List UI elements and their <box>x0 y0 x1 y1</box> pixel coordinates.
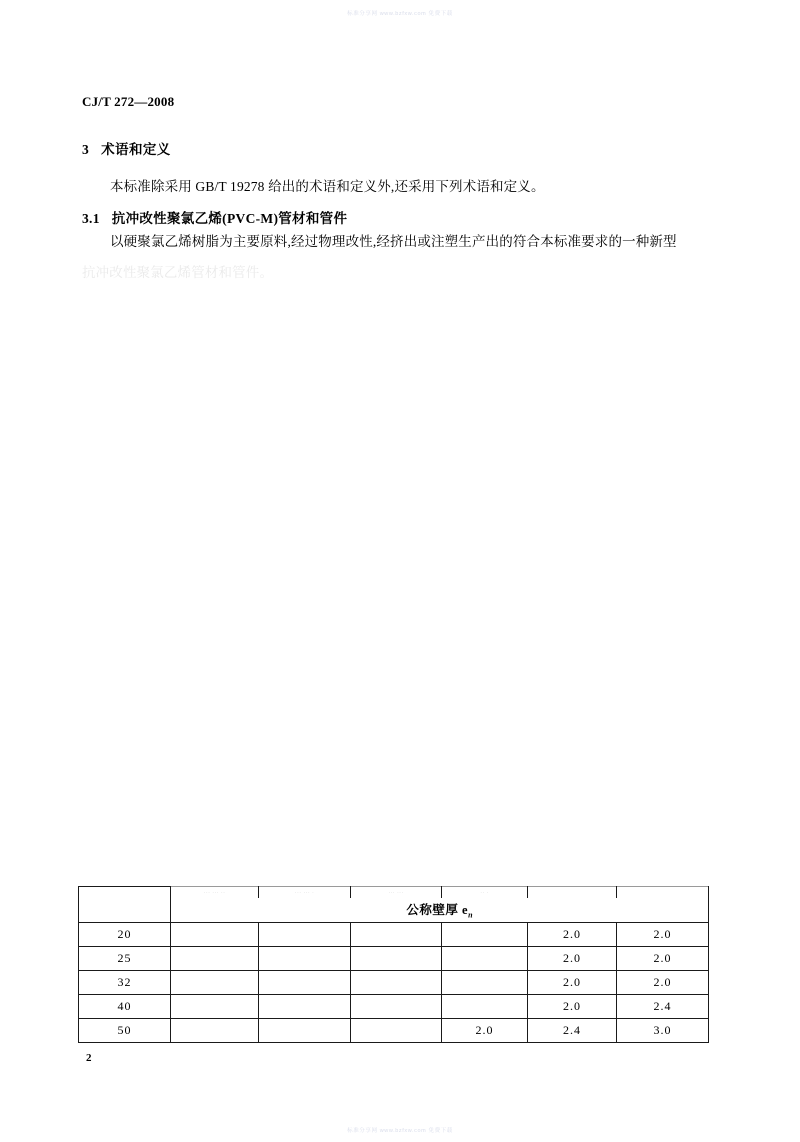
section-number-3: 3 <box>82 142 90 157</box>
table-row <box>79 971 709 995</box>
table-cell-value: 2.0 <box>617 947 709 971</box>
table-cell-value <box>442 971 528 995</box>
table-faded-header-row <box>79 887 709 899</box>
table-faded-header-cell: ··· ··· · <box>259 887 351 899</box>
table-row <box>79 1019 709 1043</box>
table-faded-header-cell <box>528 887 617 899</box>
table-cell-value <box>171 971 259 995</box>
table-cell-value <box>351 995 442 1019</box>
span-header-label: 公称壁厚 e <box>406 903 469 918</box>
table-cell-value <box>351 1019 442 1043</box>
table-cell-value: 2.0 <box>528 947 617 971</box>
table-cell-dn: 32 <box>79 971 171 995</box>
table-cell-value <box>171 947 259 971</box>
section-heading-3 <box>82 138 718 158</box>
table-cell-value <box>259 947 351 971</box>
section-3-1-paragraph: 以硬聚氯乙烯树脂为主要原料,经过物理改性,经挤出或注塑生产出的符合本标准要求的一种新型 <box>110 233 677 249</box>
table-cell-value <box>442 923 528 947</box>
section-3-1-paragraph-faded: 抗冲改性聚氯乙烯管材和管件。 <box>82 264 274 280</box>
table-faded-header-cell <box>617 887 709 899</box>
table-cell-value <box>442 947 528 971</box>
table-cell-value: 2.0 <box>617 971 709 995</box>
table-cell-value: 3.0 <box>617 1019 709 1043</box>
table-cell-value: 2.4 <box>528 1019 617 1043</box>
table-cell-value <box>351 947 442 971</box>
table-header-corner-cell <box>79 887 171 899</box>
table-cell-value <box>259 1019 351 1043</box>
section-3-paragraph: 本标准除采用 GB/T 19278 给出的术语和定义外,还采用下列术语和定义。 <box>110 179 545 194</box>
table-cell-value: 2.0 <box>528 971 617 995</box>
table-cell-value <box>442 995 528 1019</box>
table-cell-value <box>171 923 259 947</box>
table-cell-value: 2.4 <box>617 995 709 1019</box>
table-cell-value <box>351 971 442 995</box>
standard-code-header: CJ/T 272—2008 <box>82 94 175 109</box>
table-cell-value <box>259 923 351 947</box>
table-span-header-row <box>79 898 709 923</box>
watermark-bottom: 标准分享网 www.bzfxw.com 免费下载 <box>347 1128 453 1134</box>
table-cell-value <box>171 995 259 1019</box>
nominal-wall-thickness-table <box>78 886 709 1043</box>
table-cell-value: 2.0 <box>528 995 617 1019</box>
table-faded-header-cell: ·· · <box>442 887 528 899</box>
document-body <box>82 138 718 284</box>
table-span-header-cell <box>171 898 709 923</box>
watermark-top: 标准分享网 www.bzfxw.com 免费下载 <box>347 11 453 17</box>
table-faded-header-cell: ··· ··· <box>351 887 442 899</box>
section-number-3-1: 3.1 <box>82 210 100 226</box>
section-heading-3-1 <box>82 207 718 227</box>
table-row <box>79 995 709 1019</box>
table-cell-value <box>351 923 442 947</box>
page-number: 2 <box>86 1052 92 1064</box>
section-title-3-1: 抗冲改性聚氯乙烯(PVC-M)管材和管件 <box>111 210 348 226</box>
table-faded-header-cell: ··· ··· ·· <box>171 887 259 899</box>
table-row <box>79 923 709 947</box>
section-title-3: 术语和定义 <box>101 142 171 157</box>
table-cell-value: 2.0 <box>528 923 617 947</box>
table-cell-dn: 40 <box>79 995 171 1019</box>
table-cell-value <box>171 1019 259 1043</box>
table-cell-value: 2.0 <box>442 1019 528 1043</box>
span-header-subscript: n <box>468 910 473 920</box>
table-cell-value <box>259 995 351 1019</box>
table-cell-dn: 20 <box>79 923 171 947</box>
table-cell-value: 2.0 <box>617 923 709 947</box>
table-cell-dn: 50 <box>79 1019 171 1043</box>
table-span-corner-cell <box>79 898 171 923</box>
table-cell-dn: 25 <box>79 947 171 971</box>
table-cell-value <box>259 971 351 995</box>
table-row <box>79 947 709 971</box>
